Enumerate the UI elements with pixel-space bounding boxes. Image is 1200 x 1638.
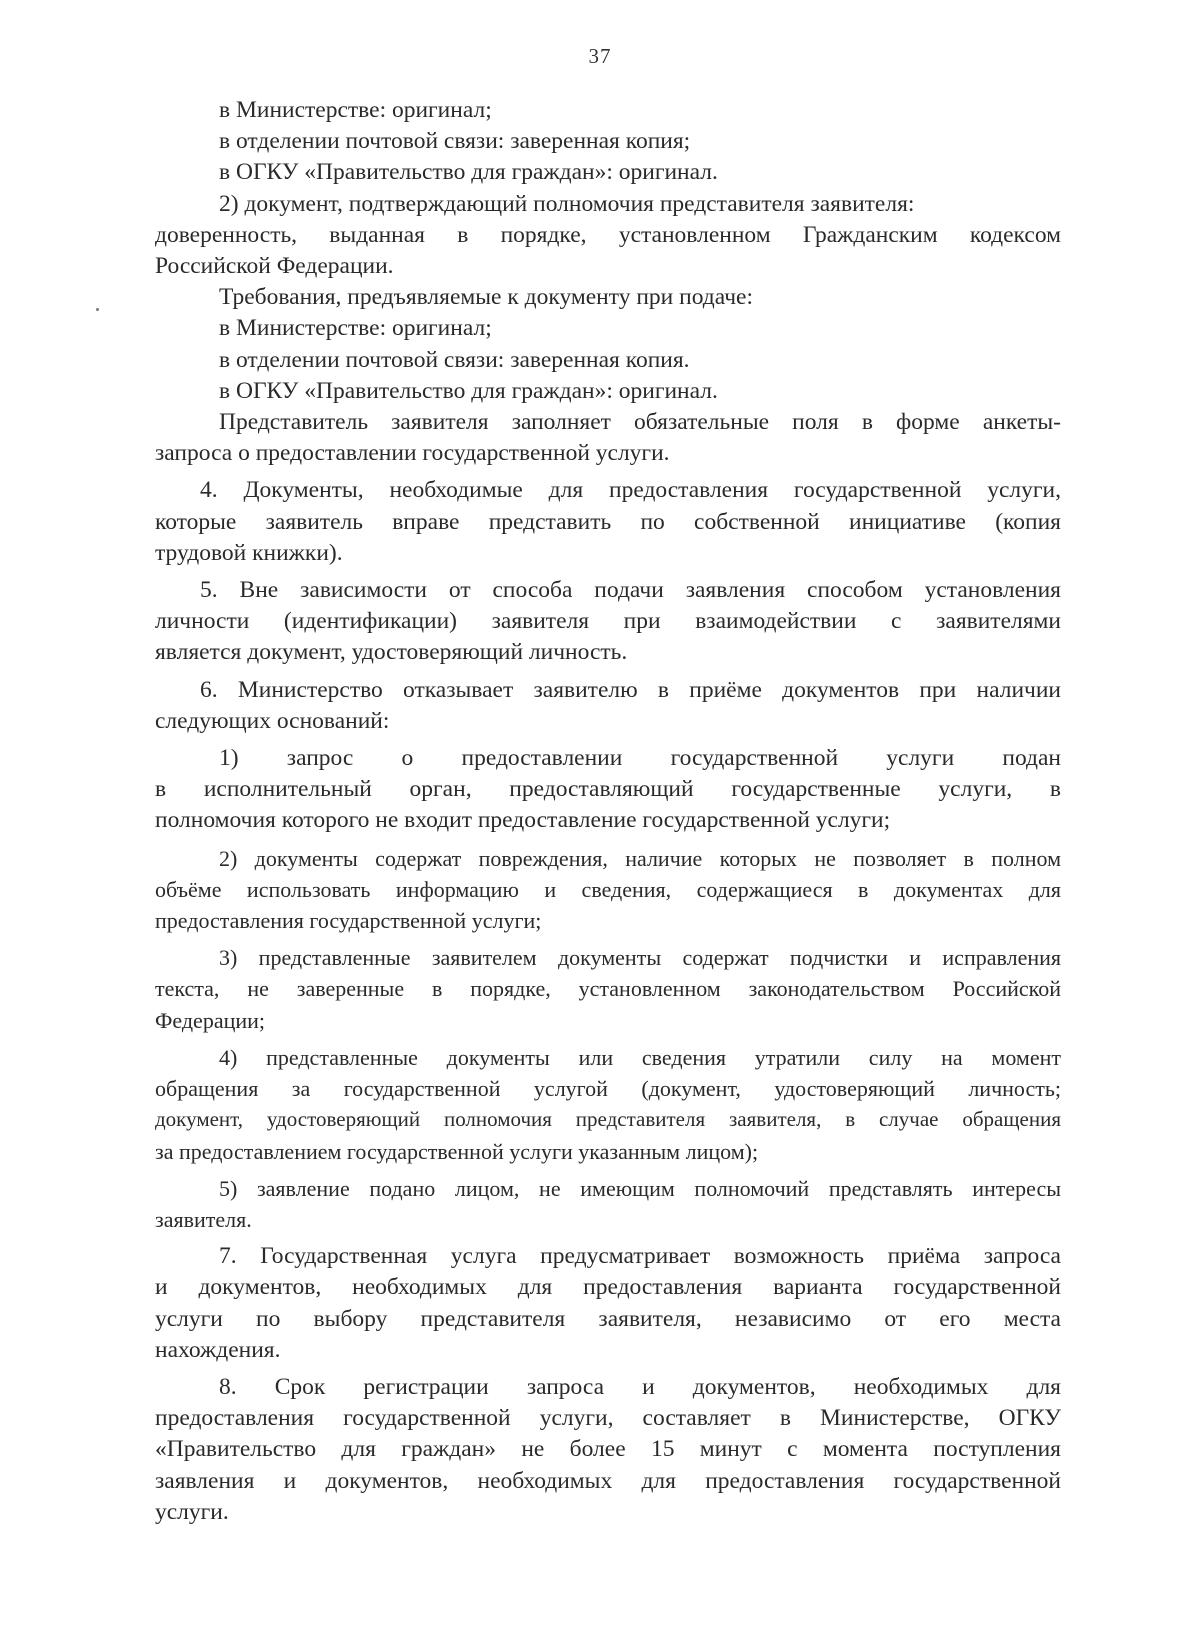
- text-line: 3) представленные заявителем документы содержат подчистки и исправления: [219, 945, 1061, 971]
- text-line: в Министерстве: оригинал;: [219, 97, 492, 123]
- text-line: в отделении почтовой связи: заверенная копия;: [219, 128, 691, 155]
- text-line: и документов, необходимых для предоставления варианта государственной: [155, 1274, 1061, 1301]
- text-line: в отделении почтовой связи: заверенная копия.: [219, 346, 690, 373]
- text-line: заявителя.: [155, 1206, 252, 1232]
- text-line: 1) запрос о предоставлении государственной услуги подан: [219, 745, 1061, 772]
- text-line: 5) заявление подано лицом, не имеющим полномочий представлять интересы: [219, 1175, 1061, 1201]
- text-line: Требования, предъявляемые к документу при подаче:: [219, 284, 753, 311]
- text-line: 2) документ, подтверждающий полномочия представителя заявителя:: [219, 190, 915, 217]
- text-line: в Министерстве: оригинал;: [219, 315, 492, 342]
- text-line: 6. Министерство отказывает заявителю в приёме документов при наличии: [200, 676, 1061, 703]
- text-line: услуги.: [155, 1498, 229, 1525]
- text-line: объёме использовать информацию и сведения, содержащиеся в документах для: [155, 876, 1061, 902]
- text-line: заявления и документов, необходимых для предоставления государственной: [155, 1467, 1061, 1494]
- page-number: 37: [588, 44, 612, 68]
- text-line: документ, удостоверяющий полномочия представителя заявителя, в случае обращения: [155, 1107, 1061, 1132]
- text-line: в исполнительный орган, предоставляющий государственные услуги, в: [155, 776, 1061, 803]
- text-line: в ОГКУ «Правительство для граждан»: оригинал.: [219, 377, 718, 404]
- text-line: Федерации;: [155, 1007, 266, 1033]
- text-line: Российской Федерации.: [155, 253, 394, 280]
- text-line: является документ, удостоверяющий личность.: [155, 639, 628, 666]
- text-line: запроса о предоставлении государственной услуги.: [155, 440, 670, 467]
- text-line: «Правительство для граждан» не более 15 минут с момента поступления: [155, 1436, 1061, 1463]
- text-line: 2) документы содержат повреждения, наличие которых не позволяет в полном: [219, 845, 1061, 871]
- text-line: 7. Государственная услуга предусматривает возможность приёма запроса: [219, 1243, 1061, 1270]
- text-line: которые заявитель вправе представить по собственной инициативе (копия: [155, 508, 1061, 535]
- text-line: личности (идентификации) заявителя при взаимодействии с заявителями: [155, 608, 1061, 635]
- document-body: [155, 95, 1061, 1528]
- text-line: Представитель заявителя заполняет обязательные поля в форме анкеты-: [219, 409, 1061, 436]
- text-line: 8. Срок регистрации запроса и документов, необходимых для: [219, 1373, 1061, 1400]
- text-line: трудовой книжки).: [155, 539, 343, 566]
- text-line: полномочия которого не входит предоставление государственной услуги;: [155, 807, 891, 834]
- text-line: услуги по выбору представителя заявителя, независимо от его места: [155, 1305, 1061, 1332]
- text-line: предоставления государственной услуги, составляет в Министерстве, ОГКУ: [155, 1405, 1061, 1432]
- text-line: следующих оснований:: [155, 707, 390, 734]
- text-line: 5. Вне зависимости от способа подачи заявления способом установления: [200, 577, 1061, 604]
- text-line: за предоставлением государственной услуги указанным лицом);: [155, 1138, 759, 1164]
- text-line: нахождения.: [155, 1336, 281, 1363]
- text-line: текста, не заверенные в порядке, установленном законодательством Российской: [155, 976, 1061, 1002]
- text-line: 4) представленные документы или сведения утратили силу на момент: [219, 1044, 1061, 1070]
- text-line: в ОГКУ «Правительство для граждан»: оригинал.: [219, 159, 718, 186]
- scan-mark: [96, 308, 99, 311]
- text-line: предоставления государственной услуги;: [155, 908, 542, 934]
- text-line: доверенность, выданная в порядке, установленном Гражданским кодексом: [155, 221, 1061, 248]
- text-line: обращения за государственной услугой (документ, удостоверяющий личность;: [155, 1076, 1061, 1102]
- text-line: 4. Документы, необходимые для предоставления государственной услуги,: [200, 477, 1061, 504]
